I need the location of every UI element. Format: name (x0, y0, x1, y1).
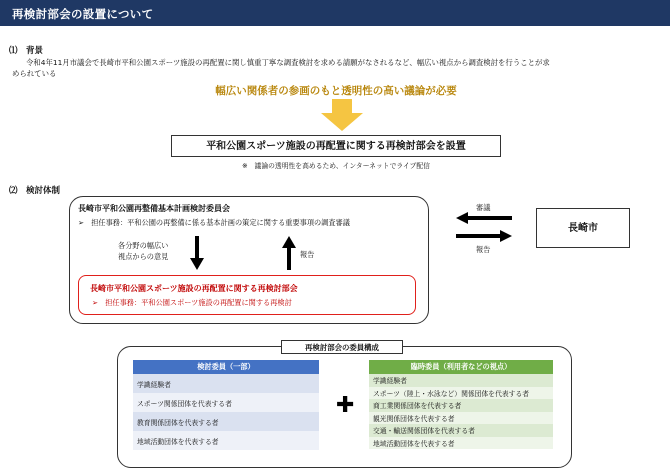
list-item: 商工業関係団体を代表する者 (369, 399, 553, 412)
background-text-line2: められている (12, 69, 57, 78)
opinion-line2: 視点からの意見 (118, 252, 169, 261)
list-item: 学識経験者 (369, 374, 553, 387)
highlight-text: 幅広い関係者の参画のもと透明性の高い議論が必要 (215, 85, 457, 97)
subcommittee-duty: ➢ 担任事務：平和公園スポーツ施設の再配置に関する再検討 (92, 298, 292, 307)
report-up-arrow-icon (282, 236, 296, 270)
background-heading: ⑴ 背景 (9, 46, 44, 56)
opinion-label (118, 240, 168, 262)
report-label-2: 報告 (476, 245, 491, 254)
right-member-column (369, 360, 553, 449)
subcommittee-box (78, 275, 416, 315)
list-item: 観光関係団体を代表する者 (369, 412, 553, 425)
left-column-head: 検討委員（一部） (133, 360, 319, 374)
nagasaki-city-box: 長崎市 (536, 208, 630, 248)
list-item: 地域活動団体を代表する者 (133, 431, 319, 450)
committee-title: 長崎市平和公園再整備基本計画検討委員会 (78, 204, 230, 213)
right-column-head: 臨時委員（利用者などの視点） (369, 360, 553, 374)
committee-duty: ➢ 担任事務：平和公園の再整備に係る基本計画の策定に関する重要事項の調査審議 (78, 218, 350, 227)
plus-icon: ✚ (336, 393, 355, 418)
list-item: スポーツ（陸上・水泳など）関係団体を代表する者 (369, 387, 553, 400)
consult-label: 審議 (476, 203, 491, 212)
decision-box: 平和公園スポーツ施設の再配置に関する再検討部会を設置 (171, 135, 501, 157)
list-item: 交通・輸送関係団体を代表する者 (369, 424, 553, 437)
background-text-line1: 令和4年11月市議会で長崎市平和公園スポーツ施設の再配置に関し慎重丁寧な調査検討を求める請願がなされるなど、幅広い視点から調査検討を行うことが求 (26, 58, 550, 67)
live-stream-note: ※ 議論の透明性を高めるため、インターネットでライブ配信 (242, 162, 430, 170)
structure-heading: ⑵ 検討体制 (9, 186, 61, 196)
subcommittee-title: 長崎市平和公園スポーツ施設の再配置に関する再検討部会 (90, 284, 298, 293)
list-item: 地域活動団体を代表する者 (369, 437, 553, 450)
members-title: 再検討部会の委員構成 (281, 340, 403, 354)
list-item: 学識経験者 (133, 374, 319, 393)
list-item: スポーツ関係団体を代表する者 (133, 393, 319, 412)
down-arrow-icon (321, 99, 363, 131)
page-title: 再検討部会の設置について (12, 7, 154, 21)
consult-left-arrow-icon (456, 212, 512, 224)
opinion-down-arrow-icon (190, 236, 204, 270)
left-member-column (133, 360, 319, 450)
report-right-arrow-icon (456, 230, 512, 242)
opinion-line1: 各分野の幅広い (118, 241, 169, 250)
report-label: 報告 (300, 250, 315, 259)
list-item: 教育関係団体を代表する者 (133, 412, 319, 431)
